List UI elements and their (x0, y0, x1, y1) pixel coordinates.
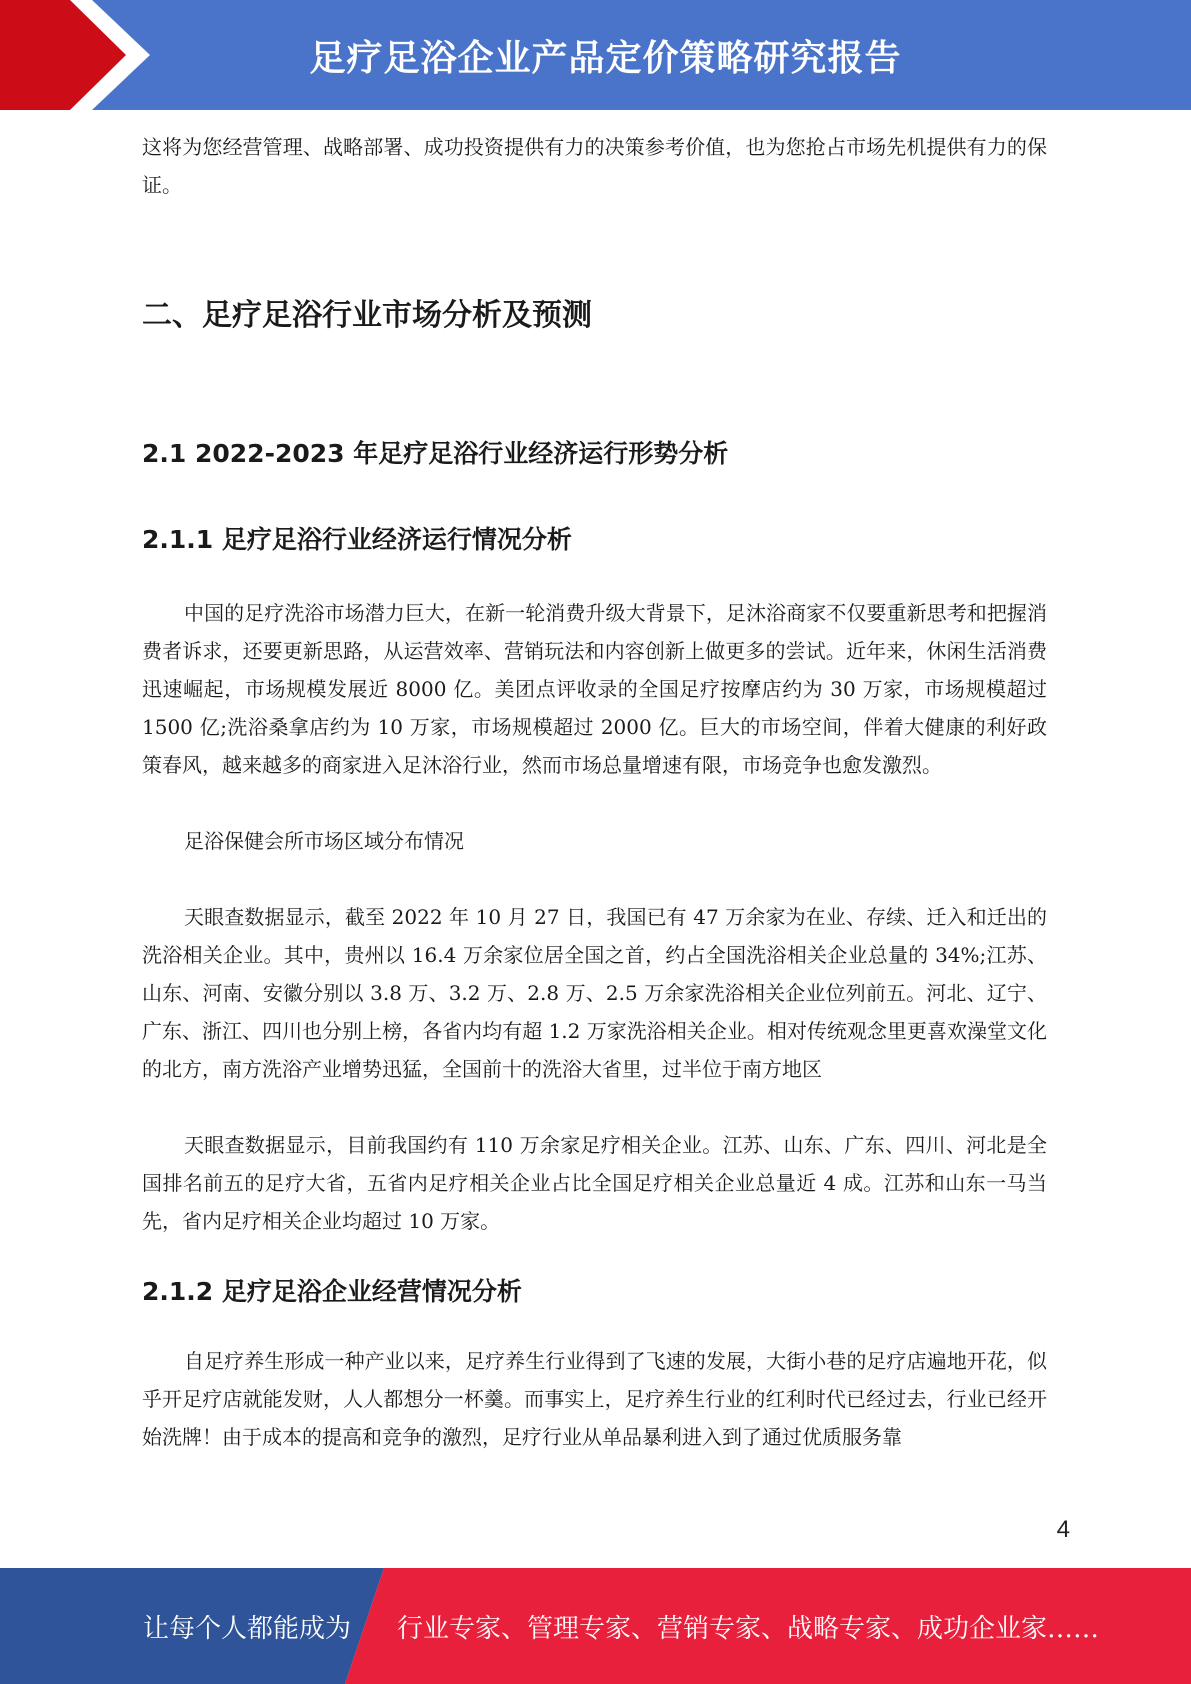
subsection-heading-2-1: 2.1 2022-2023 年足疗足浴行业经济运行形势分析 (142, 439, 729, 468)
paragraph-operations: 自足疗养生形成一种产业以来，足疗养生行业得到了飞速的发展，大街小巷的足疗店遍地开花，似乎开足疗店就能发财，人人都想分一杯羹。而事实上，足疗养生行业的红利时代已经过去，行业已经开始洗牌！由于成本的提高和竞争的激烈，足疗行业从单品暴利进入到了通过优质服务靠 (142, 1349, 1047, 1449)
footer-slogan-right: 行业专家、管理专家、营销专家、战略专家、成功企业家…… (397, 1613, 1100, 1644)
subsection-heading-2-1-2: 2.1.2 足疗足浴企业经营情况分析 (142, 1277, 522, 1306)
subsection-heading-2-1-1: 2.1.1 足疗足浴行业经济运行情况分析 (142, 525, 572, 554)
paragraph-bath-enterprises: 天眼查数据显示，截至 2022 年 10 月 27 日，我国已有 47 万余家为在业、存续、迁入和迁出的洗浴相关企业。其中，贵州以 16.4 万余家位居全国之首，约占全国洗浴相关企业总量的 34%;江苏、山东、河南、安徽分别以 3.8 万、3.2 万、2.8 万、2.5 万余家洗浴相关企业位列前五。河北、辽宁、广东、浙江、四川也分别上榜，各省内均有超 1.2 万家洗浴相关企业。相对传统观念里更喜欢澡堂文化的北方，南方洗浴产业增势迅猛，全国前十的洗浴大省里，过半位于南方地区 (142, 905, 1047, 1081)
intro-paragraph: 这将为您经营管理、战略部署、成功投资提供有力的决策参考价值，也为您抢占市场先机提供有力的保证。 (142, 135, 1047, 197)
footer-slogan-left: 让每个人都能成为 (143, 1613, 352, 1644)
page-number: 4 (1056, 1516, 1070, 1543)
page-header (0, 0, 1191, 110)
paragraph-region-title: 足浴保健会所市场区域分布情况 (184, 829, 464, 853)
page-footer (0, 1568, 1191, 1684)
page-content (142, 128, 1047, 1456)
paragraph-market-potential: 中国的足疗洗浴市场潜力巨大，在新一轮消费升级大背景下，足沐浴商家不仅要重新思考和把握消费者诉求，还要更新思路，从运营效率、营销玩法和内容创新上做更多的尝试。近年来，休闲生活消费迅速崛起，市场规模发展近 8000 亿。美团点评收录的全国足疗按摩店约为 30 万家，市场规模超过 1500 亿;洗浴桑拿店约为 10 万家，市场规模超过 2000 亿。巨大的市场空间，伴着大健康的利好政策春风，越来越多的商家进入足沐浴行业，然而市场总量增速有限，市场竞争也愈发激烈。 (142, 601, 1047, 777)
section-heading: 二、足疗足浴行业市场分析及预测 (142, 298, 592, 333)
paragraph-foot-enterprises: 天眼查数据显示，目前我国约有 110 万余家足疗相关企业。江苏、山东、广东、四川、河北是全国排名前五的足疗大省，五省内足疗相关企业占比全国足疗相关企业总量近 4 成。江苏和山东一马当先，省内足疗相关企业均超过 10 万家。 (142, 1133, 1047, 1233)
report-title: 足疗足浴企业产品定价策略研究报告 (309, 37, 902, 79)
